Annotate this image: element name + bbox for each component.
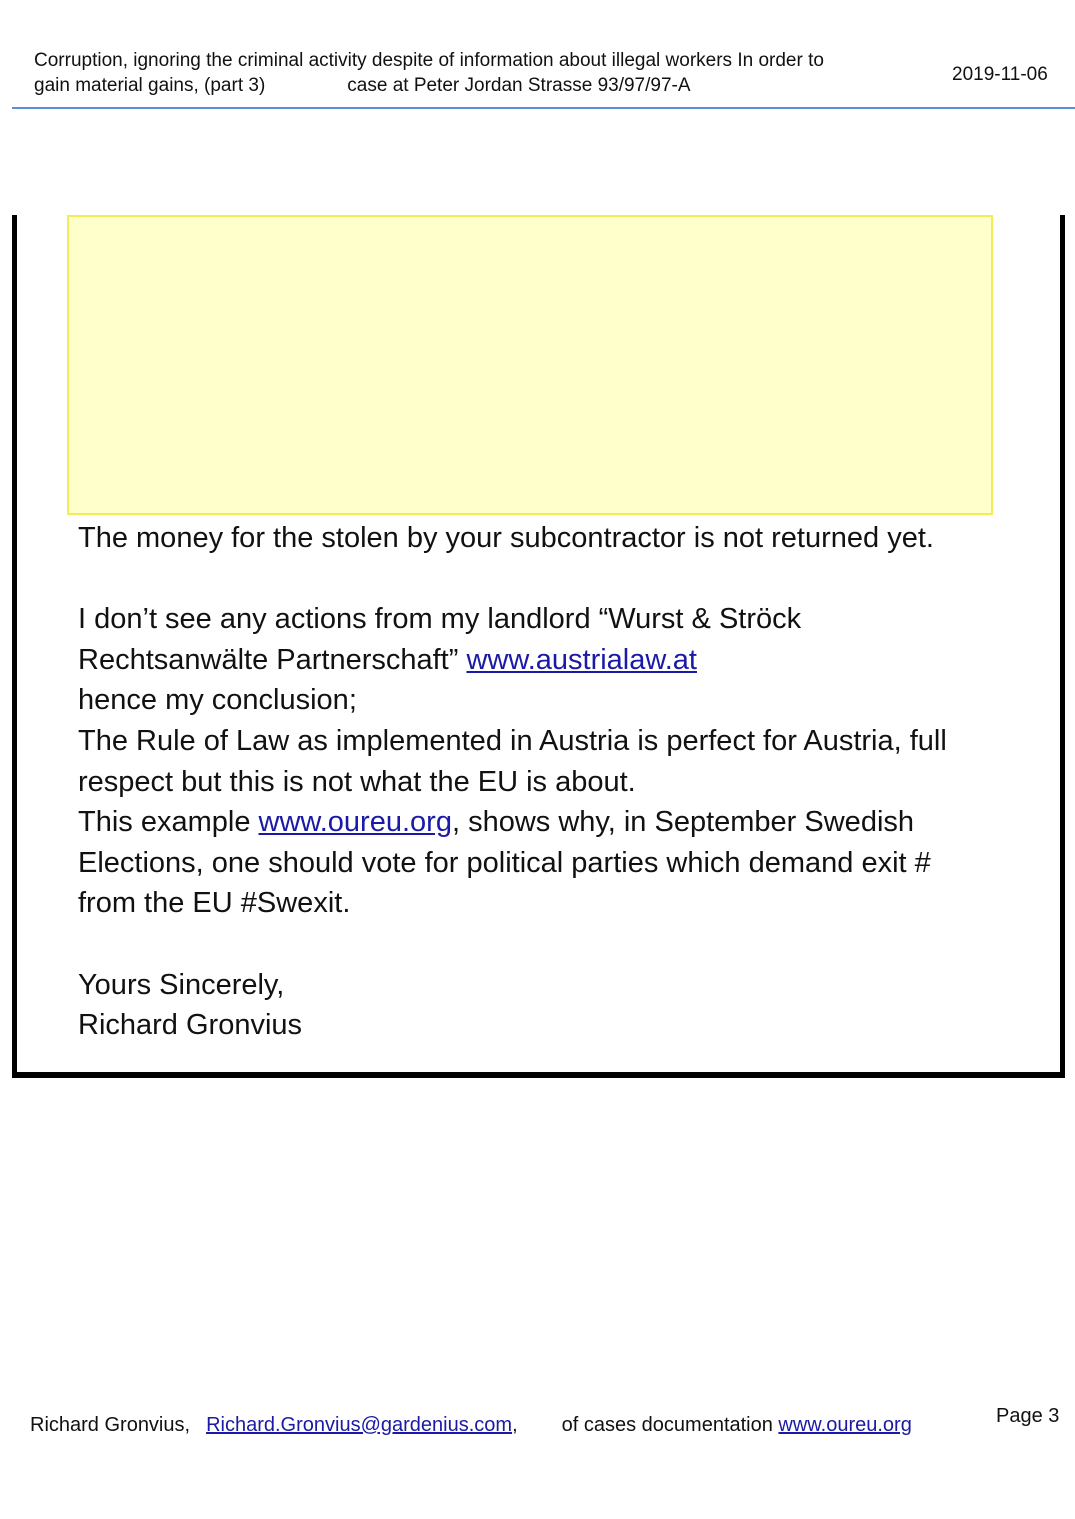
header-title-line-2 bbox=[34, 73, 920, 98]
header-date: 2019-11-06 bbox=[952, 64, 1048, 85]
letter-line: from the EU #Swexit. bbox=[78, 887, 351, 920]
page-footer bbox=[30, 1414, 912, 1437]
page-number: Page 3 bbox=[996, 1405, 1060, 1427]
header-title-line-1: Corruption, ignoring the criminal activity despite of information about illegal workers In order to bbox=[34, 50, 824, 71]
oureu-link[interactable]: www.oureu.org bbox=[258, 806, 452, 839]
footer-author: Richard Gronvius, bbox=[30, 1414, 191, 1436]
header-case-address: case at Peter Jordan Strasse 93/97/97-A bbox=[347, 75, 691, 96]
letter-line: respect but this is not what the EU is about. bbox=[78, 765, 636, 798]
header-title-part: gain material gains, (part 3) bbox=[34, 75, 266, 96]
letter-line: The Rule of Law as implemented in Austria is perfect for Austria, full bbox=[78, 724, 947, 757]
footer-email-link[interactable]: Richard.Gronvius@gardenius.com bbox=[206, 1414, 513, 1436]
letter-text: , shows why, in September Swedish bbox=[451, 806, 915, 839]
letter-text: This example bbox=[78, 806, 259, 839]
letter-closing: Yours Sincerely, bbox=[78, 968, 285, 1001]
letter-line bbox=[78, 640, 1008, 681]
letter-signature: Richard Gronvius bbox=[78, 1009, 303, 1042]
footer-comma: , bbox=[512, 1414, 518, 1436]
document-header-title bbox=[34, 48, 920, 98]
letter-line: Elections, one should vote for political parties which demand exit # bbox=[78, 846, 931, 879]
blank-line bbox=[78, 924, 1008, 965]
blank-line bbox=[78, 559, 1008, 600]
highlight-box bbox=[67, 215, 993, 515]
letter-line: hence my conclusion; bbox=[78, 684, 357, 717]
letter-text: Rechtsanwälte Partnerschaft” bbox=[78, 643, 467, 676]
austrialaw-link[interactable]: www.austrialaw.at bbox=[466, 643, 697, 676]
letter-line: The money for the stolen by your subcontractor is not returned yet. bbox=[78, 522, 934, 554]
header-divider bbox=[12, 107, 1075, 109]
letter-line bbox=[78, 802, 1008, 843]
footer-doc-text: of cases documentation bbox=[561, 1414, 779, 1436]
letter-line: I don’t see any actions from my landlord “Wurst & Ströck bbox=[78, 603, 802, 636]
letter-body bbox=[78, 518, 1008, 1046]
footer-oureu-link[interactable]: www.oureu.org bbox=[778, 1414, 912, 1436]
